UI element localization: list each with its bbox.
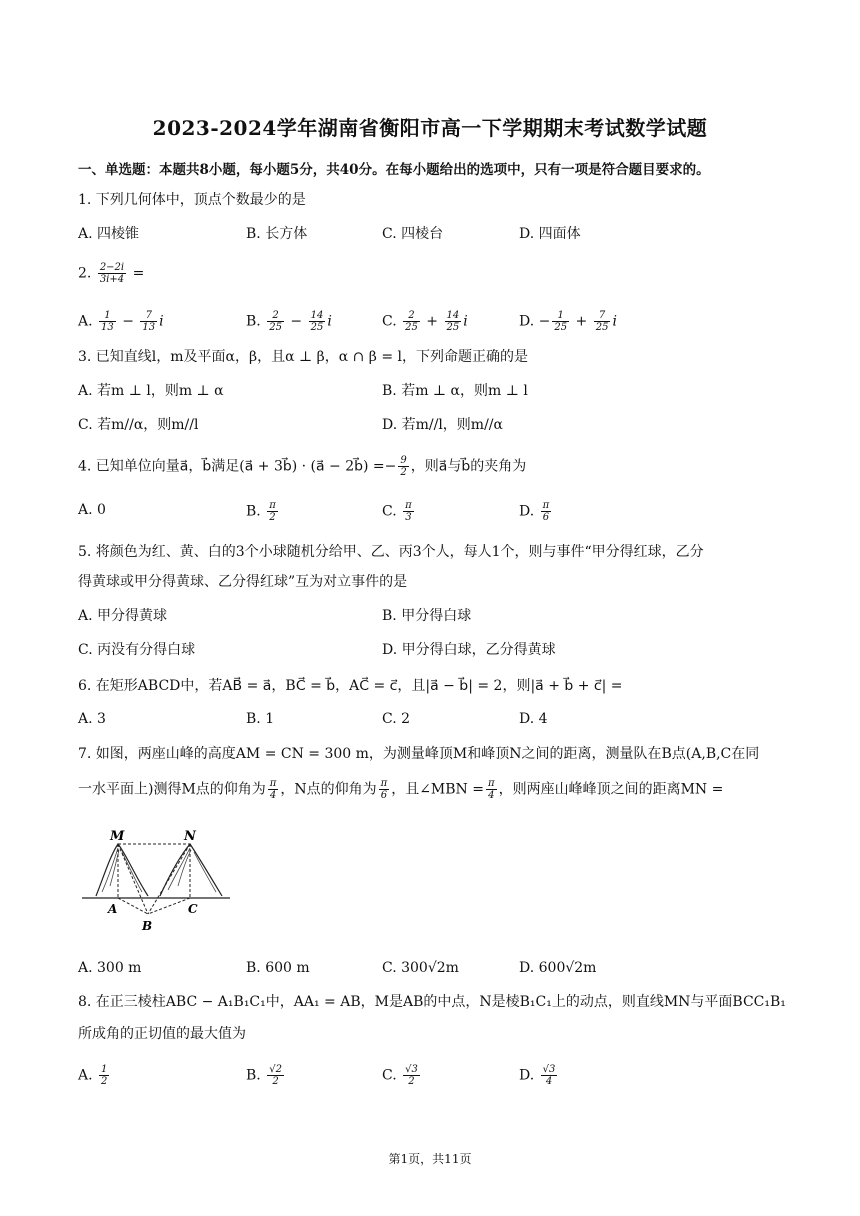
- option-label: A.: [78, 1067, 98, 1084]
- fraction: [541, 1064, 558, 1087]
- fraction-den: 3: [405, 512, 412, 523]
- question-7-option-c: C. 300√2m: [382, 960, 459, 976]
- option-label: B.: [246, 503, 266, 520]
- fraction-den: 13: [142, 322, 156, 333]
- fraction-den: 4: [269, 790, 277, 801]
- question-7-stem-line1: 7. 如图，两座山峰的高度AM = CN = 300 m，为测量峰顶M和峰顶N之间的距离，测量队在B点(A,B,C在同: [78, 746, 760, 762]
- question-4-option-c: [382, 500, 416, 523]
- stem-part: ，且∠MBN =: [391, 781, 484, 798]
- imaginary-unit: i: [159, 313, 164, 330]
- question-4-stem-part: 4. 已知单位向量a⃗，b⃗满足(a⃗ + 3b⃗) · (a⃗ − 2b⃗) =−: [78, 458, 397, 475]
- fraction: [267, 1064, 284, 1087]
- fraction-num: π: [488, 778, 495, 789]
- fraction-num: 7: [594, 310, 611, 322]
- imaginary-unit: i: [463, 313, 468, 330]
- fraction-den: 25: [595, 322, 609, 333]
- stem-part: ，则两座山峰峰顶之间的距离MN =: [498, 781, 724, 798]
- fraction-num: 2: [403, 310, 420, 322]
- fraction: [403, 310, 420, 333]
- page-footer: 第1页，共11页: [388, 1152, 472, 1166]
- question-1-option-c: C. 四棱台: [382, 226, 444, 242]
- question-6-option-b: B. 1: [246, 711, 275, 727]
- imaginary-unit: i: [612, 313, 617, 330]
- segment-ab: [118, 898, 148, 914]
- fraction: [140, 310, 157, 333]
- fraction-den: 4: [488, 790, 495, 801]
- option-label: A.: [78, 313, 98, 330]
- mountain-figure: [82, 826, 234, 938]
- fraction-den: 6: [380, 790, 388, 801]
- question-6-option-d: D. 4: [519, 711, 548, 727]
- fraction-den: 25: [310, 322, 324, 333]
- question-8-option-a: [78, 1064, 111, 1087]
- option-label: B.: [246, 313, 266, 330]
- fraction-den: 25: [405, 322, 418, 333]
- option-label: C.: [382, 503, 402, 520]
- segment-nb: [148, 844, 190, 914]
- question-2-option-d: [519, 310, 617, 333]
- question-1-option-b: B. 长方体: [246, 226, 308, 242]
- question-8-option-d: [519, 1064, 559, 1087]
- question-3-option-a: A. 若m ⊥ l，则m ⊥ α: [78, 383, 224, 399]
- question-2-fraction: [98, 262, 126, 285]
- fraction: [267, 310, 284, 333]
- mountain-right-hatching: [168, 848, 216, 892]
- question-3-option-b: B. 若m ⊥ α，则m ⊥ l: [382, 383, 528, 399]
- fraction-num: 1: [101, 1064, 108, 1075]
- question-2-fraction-den: 3i+4: [99, 274, 125, 285]
- question-4-option-a: A. 0: [78, 502, 106, 518]
- fraction-num: √3: [405, 1064, 418, 1075]
- option-label: D.: [519, 1067, 539, 1084]
- fraction: [541, 500, 552, 523]
- question-2-option-b: [246, 310, 332, 333]
- label-b: B: [142, 919, 153, 933]
- option-label: C.: [382, 313, 402, 330]
- section-heading: 一、单选题：本题共8小题，每小题5分，共40分。在每小题给出的选项中，只有一项是符合题目要求的。: [78, 162, 710, 178]
- fraction: [379, 778, 390, 801]
- operator: −: [117, 313, 139, 330]
- segment-mb: [118, 844, 148, 914]
- question-6-stem: 6. 在矩形ABCD中，若AB⃗ = a⃗，BC⃗ = b⃗，AC⃗ = c⃗，且|a⃗ − b⃗| = 2，则|a⃗ + b⃗ + c⃗| =: [78, 678, 623, 694]
- question-1-stem: 1. 下列几何体中，顶点个数最少的是: [78, 192, 306, 208]
- question-6-option-c: C. 2: [382, 711, 411, 727]
- stem-part: ，N点的仰角为: [280, 781, 377, 798]
- fraction-den: 25: [446, 322, 460, 333]
- fraction: [99, 310, 116, 333]
- question-5-option-a: A. 甲分得黄球: [78, 608, 168, 624]
- fraction-num: π: [269, 500, 276, 511]
- question-4-stem: [78, 455, 526, 478]
- fraction-num: 2: [267, 310, 284, 322]
- fraction-num: √2: [269, 1064, 282, 1075]
- label-m: M: [110, 829, 125, 844]
- fraction-num: π: [269, 778, 277, 789]
- fraction-den: 13: [101, 322, 114, 333]
- imaginary-unit: i: [327, 313, 332, 330]
- question-8-stem-line2: 所成角的正切值的最大值为: [78, 1026, 246, 1042]
- operator: −: [285, 313, 307, 330]
- fraction: [403, 1064, 420, 1087]
- question-3-option-d: D. 若m//l，则m//α: [382, 417, 503, 433]
- option-label: D. −: [519, 313, 551, 330]
- fraction-den: 2: [272, 1076, 279, 1087]
- question-5-stem-line2: 得黄球或甲分得黄球、乙分得红球”互为对立事件的是: [78, 574, 408, 590]
- question-4-option-d: [519, 500, 553, 523]
- fraction-num: 7: [140, 310, 157, 322]
- page-title: 2023-2024学年湖南省衡阳市高一下学期期末考试数学试题: [152, 116, 708, 140]
- question-5-option-c: C. 丙没有分得白球: [78, 642, 196, 658]
- operator: +: [571, 313, 592, 330]
- fraction: [267, 500, 278, 523]
- fraction: [99, 1064, 109, 1087]
- question-2-option-a: [78, 310, 164, 333]
- question-5-stem-line1: 5. 将颜色为红、黄、白的3个小球随机分给甲、乙、丙3个人，每人1个，则与事件“甲分得红球，乙分: [78, 544, 704, 560]
- question-1-option-d: D. 四面体: [519, 226, 581, 242]
- fraction-den: 2: [269, 512, 276, 523]
- fraction-den: 25: [269, 322, 282, 333]
- question-2-stem: [78, 262, 144, 285]
- question-6-option-a: A. 3: [78, 711, 106, 727]
- fraction-num: 1: [99, 310, 116, 322]
- label-a: A: [108, 902, 118, 916]
- fraction-num: √3: [542, 1064, 556, 1075]
- stem-part: 一水平面上)测得M点的仰角为: [78, 781, 266, 798]
- fraction: [403, 500, 414, 523]
- fraction-num: π: [542, 500, 550, 511]
- label-n: N: [184, 829, 196, 844]
- question-3-stem: 3. 已知直线l，m及平面α，β，且α ⊥ β，α ∩ β = l，下列命题正确的是: [78, 349, 529, 365]
- fraction-num: 14: [310, 310, 324, 321]
- question-3-option-c: C. 若m//α，则m//l: [78, 417, 199, 433]
- fraction-den: 6: [542, 512, 550, 523]
- fraction-den: 25: [554, 322, 568, 333]
- question-7-option-a: A. 300 m: [78, 960, 142, 976]
- fraction-den: 4: [545, 1076, 553, 1087]
- question-5-option-b: B. 甲分得白球: [382, 608, 472, 624]
- fraction-den: 2: [400, 467, 407, 478]
- question-2-prefix: 2.: [78, 265, 96, 282]
- question-5-option-d: D. 甲分得白球，乙分得黄球: [382, 642, 556, 658]
- question-4-stem-part: ，则a⃗与b⃗的夹角为: [410, 458, 527, 475]
- label-c: C: [188, 902, 198, 916]
- question-4-option-b: [246, 500, 280, 523]
- fraction: [445, 310, 462, 333]
- fraction: [552, 310, 569, 333]
- question-2-option-c: [382, 310, 468, 333]
- question-8-option-c: [382, 1064, 422, 1087]
- question-1-option-a: A. 四棱锥: [78, 226, 140, 242]
- option-label: C.: [382, 1067, 402, 1084]
- fraction: [309, 310, 326, 333]
- segment-cb: [148, 898, 190, 914]
- question-8-option-b: [246, 1064, 286, 1087]
- question-2-fraction-num: 2−2i: [99, 262, 125, 273]
- fraction-den: 2: [408, 1076, 415, 1087]
- fraction-num: 9: [400, 455, 407, 466]
- option-label: B.: [246, 1067, 266, 1084]
- question-7-option-d: D. 600√2m: [519, 960, 597, 976]
- fraction: [486, 778, 497, 801]
- fraction-den: 2: [101, 1076, 108, 1087]
- fraction-num: 14: [446, 310, 460, 321]
- option-label: D.: [519, 503, 539, 520]
- fraction-num: π: [405, 500, 412, 511]
- fraction: [594, 310, 611, 333]
- question-7-stem-line2: [78, 778, 723, 801]
- question-8-stem-line1: 8. 在正三棱柱ABC − A₁B₁C₁中，AA₁ = AB，M是AB的中点，N是棱B₁C₁上的动点，则直线MN与平面BCC₁B₁: [78, 994, 786, 1010]
- question-7-option-b: B. 600 m: [246, 960, 310, 976]
- fraction-num: 1: [552, 310, 569, 322]
- fraction: [268, 778, 279, 801]
- fraction-num: π: [380, 778, 388, 789]
- fraction: [398, 455, 408, 478]
- question-2-suffix: =: [128, 265, 145, 282]
- operator: +: [421, 313, 443, 330]
